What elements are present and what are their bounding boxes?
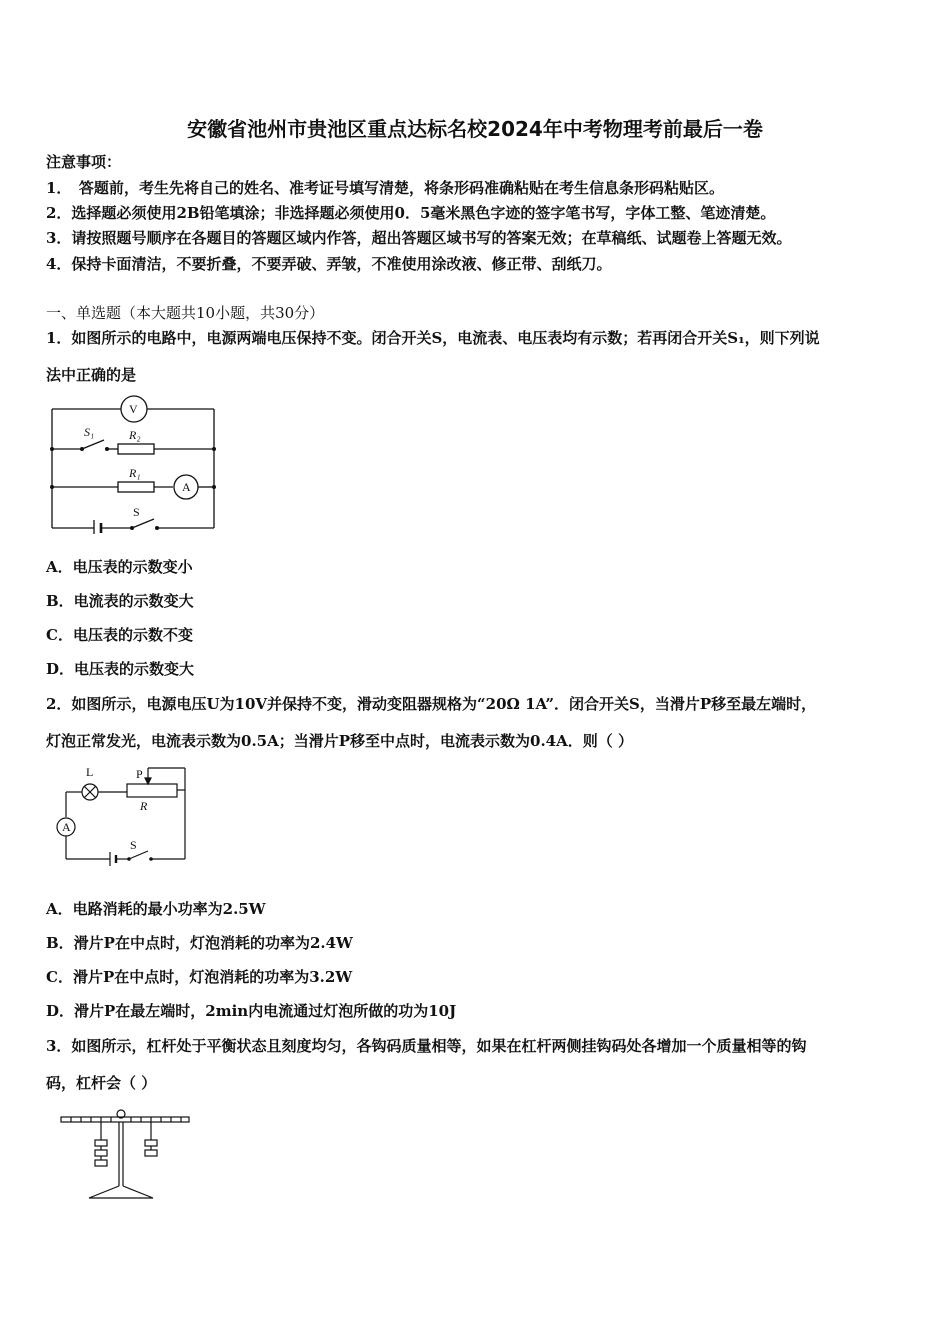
slider-p-label: P [136, 767, 143, 781]
resistor-r2-label: R₂ [129, 428, 141, 442]
question-2-text: 2．如图所示，电源电压U为10V并保持不变，滑动变阻器规格为“20Ω 1A”．闭合开关S，当滑片P移至最左端时， [46, 695, 817, 713]
ammeter-label: A [62, 820, 71, 834]
circuit-diagram-2 [52, 760, 192, 872]
notice-item: 2．选择题必须使用2B铅笔填涂；非选择题必须使用0．5毫米黑色字迹的签字笔书写，字体工整、笔迹清楚。 [46, 204, 776, 222]
question-1-text-cont: 法中正确的是 [46, 366, 137, 384]
voltmeter-label: V [129, 402, 138, 416]
circuit-diagram-1 [44, 394, 224, 534]
lever-diagram [55, 1104, 195, 1204]
switch-s1-label: S₁ [84, 425, 95, 439]
question-3-text: 3．如图所示，杠杆处于平衡状态且刻度均匀，各钩码质量相等，如果在杠杆两侧挂钩码处各增加一个质量相等的钩 [46, 1037, 807, 1055]
question-3-text-cont: 码，杠杆会（ ） [46, 1074, 157, 1092]
notice-item: 1． 答题前，考生先将自己的姓名、准考证号填写清楚，将条形码准确粘贴在考生信息条形码粘贴区。 [46, 179, 724, 197]
question-1-text: 1．如图所示的电路中，电源两端电压保持不变。闭合开关S，电流表、电压表均有示数；若再闭合开关S₁，则下列说 [46, 329, 820, 347]
q1-option-c: C．电压表的示数不变 [46, 626, 193, 644]
lamp-l-label: L [86, 765, 94, 779]
section-heading: 一、单选题（本大题共10小题，共30分） [46, 304, 325, 322]
notice-item: 3．请按照题号顺序在各题目的答题区域内作答，超出答题区域书写的答案无效；在草稿纸、试题卷上答题无效。 [46, 229, 792, 247]
page-title: 安徽省池州市贵池区重点达标名校2024年中考物理考前最后一卷 [187, 117, 763, 141]
ammeter-label: A [182, 480, 191, 494]
q1-option-d: D．电压表的示数变大 [46, 660, 195, 678]
q2-option-d: D．滑片P在最左端时，2min内电流通过灯泡所做的功为10J [46, 1002, 457, 1020]
q1-option-a: A．电压表的示数变小 [46, 558, 193, 576]
q2-option-b: B．滑片P在中点时，灯泡消耗的功率为2.4W [46, 934, 353, 952]
rheostat-r-label: R [140, 799, 148, 813]
switch-s-label: S [133, 505, 140, 519]
q2-option-a: A．电路消耗的最小功率为2.5W [46, 900, 266, 918]
switch-s-label: S [130, 838, 137, 852]
resistor-r1-label: R₁ [129, 466, 141, 480]
notice-heading: 注意事项： [46, 153, 122, 171]
q1-option-b: B．电流表的示数变大 [46, 592, 194, 610]
q2-option-c: C．滑片P在中点时，灯泡消耗的功率为3.2W [46, 968, 353, 986]
notice-item: 4．保持卡面清洁，不要折叠，不要弄破、弄皱，不准使用涂改液、修正带、刮纸刀。 [46, 255, 612, 273]
question-2-text-cont: 灯泡正常发光，电流表示数为0.5A；当滑片P移至中点时，电流表示数为0.4A．则（ ） [46, 732, 633, 750]
